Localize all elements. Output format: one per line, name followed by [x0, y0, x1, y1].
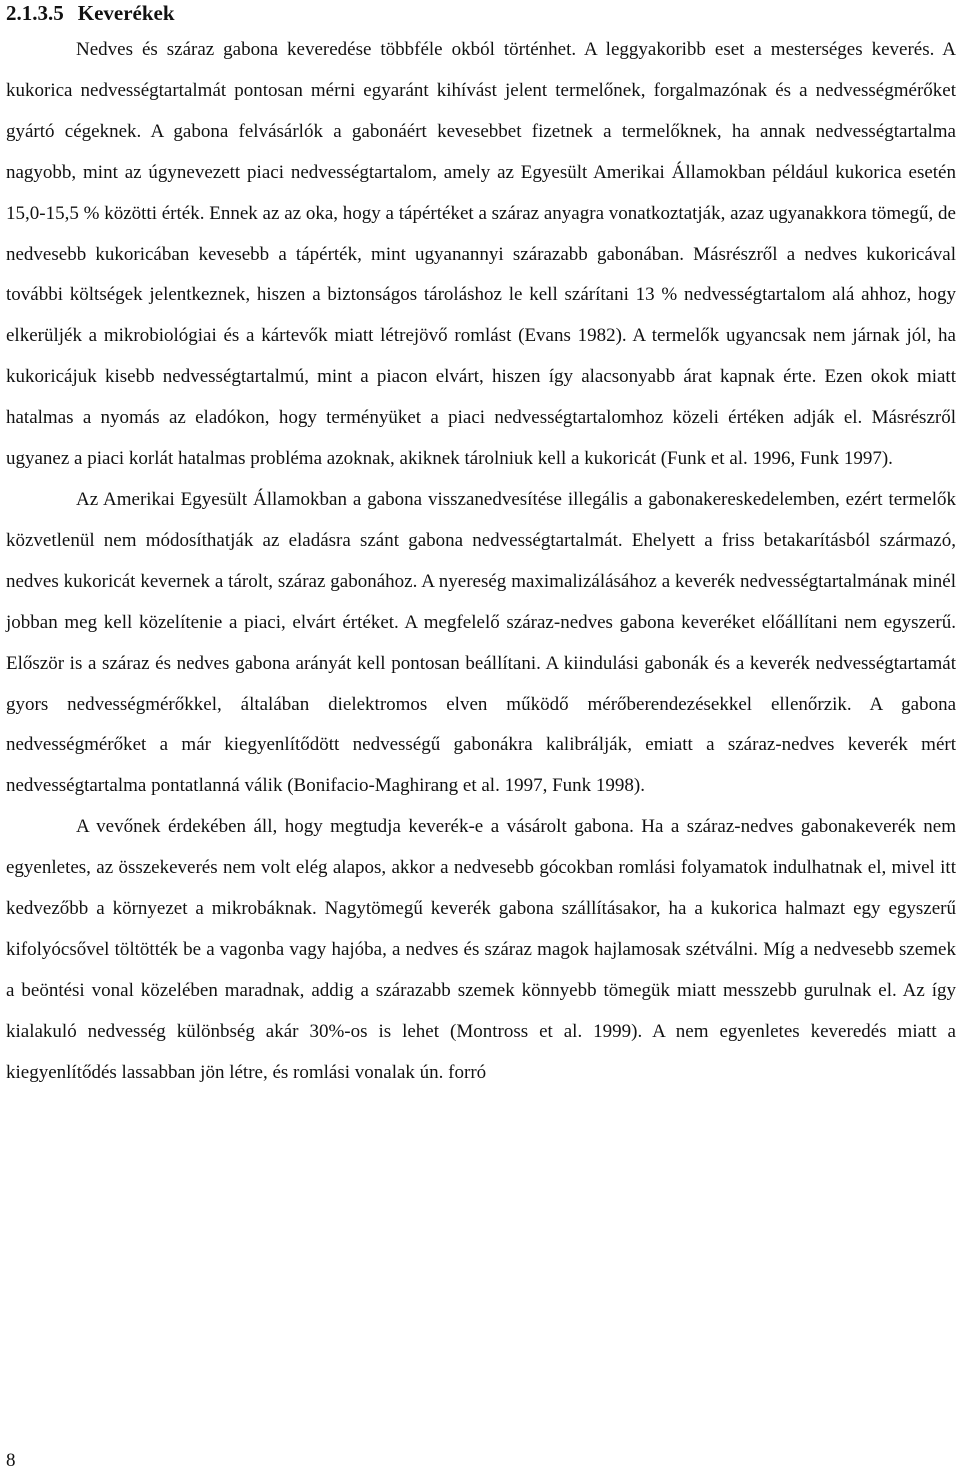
paragraph-2: Az Amerikai Egyesült Államokban a gabona visszanedvesítése illegális a gabonakereskedelemben, ezért termelők közvetlenül nem módosíthatják az eladásra szánt gabona nedvességtartalmát. Ehelyett a friss betakarításból származó, nedves kukoricát kevernek a tárolt, száraz gabonához. A nyereség maximalizálásához a keverék nedvességtartalmának minél jobban meg kell közelítenie a piaci, elvárt értéket. A megfelelő száraz-nedves gabona keveréket előállítani nem egyszerű. Először is a száraz és nedves gabona arányát kell pontosan beállítani. A kiindulási gabonák és a keverék nedvességtartamát gyors nedvességmérőkkel, általában dielektromos elven működő mérőberendezésekkel ellenőrzik. A gabona nedvességmérőket a már kiegyenlítődött nedvességű gabonákra kalibrálják, emiatt a száraz-nedves keverék mért nedvességtartalma pontatlanná válik (Bonifacio-Maghirang et al. 1997, Funk 1998).	[6, 488, 956, 797]
page-number: 8	[6, 1450, 16, 1471]
section-number: 2.1.3.5	[6, 1, 64, 25]
paragraph-3: A vevőnek érdekében áll, hogy megtudja keverék-e a vásárolt gabona. Ha a száraz-nedves gabonakeverék nem egyenletes, az összekeverés nem volt elég alapos, akkor a nedvesebb gócokban romlási folyamatok indulhatnak el, mivel itt kedvezőbb a környezet a mikrobáknak. Nagytömegű keverék gabona szállításakor, ha a kukorica halmazt egy egyszerű kifolyócsővel töltötték be a vagonba vagy hajóba, a nedves és száraz magok hajlamosak szétválni. Míg a nedvesebb szemek a beöntési vonal közelében maradnak, addig a szárazabb szemek könnyebb tömegük miatt messzebb gurulnak el. Az így kialakuló nedvesség különbség akár 30%-os is lehet (Montross et al. 1999). A nem egyenletes keveredés miatt a kiegyenlítődés lassabban jön létre, és romlási vonalak ún. forró	[6, 816, 956, 1083]
section-title: Keverékek	[77, 1, 175, 25]
section-heading	[6, 0, 956, 30]
paragraph-1: Nedves és száraz gabona keveredése többféle okból történhet. A leggyakoribb eset a mesterséges keverés. A kukorica nedvességtartalmát pontosan mérni egyaránt kihívást jelent termelőnek, forgalmazónak és a nedvességmérőket gyártó cégeknek. A gabona felvásárlók a gabonáért kevesebbet fizetnek a termelőknek, ha annak nedvességtartalma nagyobb, mint az úgynevezett piaci nedvességtartalom, amely az Egyesült Amerikai Államokban például kukorica esetén 15,0-15,5 % közötti érték. Ennek az az oka, hogy a tápértéket a száraz anyagra vonatkoztatják, azaz ugyanakkora tömegű, de nedvesebb kukoricában kevesebb a tápérték, mint ugyanannyi szárazabb gabonában. Másrészről a nedves kukoricával további költségek jelentkeznek, hiszen a biztonságos tároláshoz le kell szárítani 13 % nedvességtartalom alá ahhoz, hogy elkerüljék a mikrobiológiai és a kártevők miatt létrejövő romlást (Evans 1982). A termelők ugyancsak nem járnak jól, ha kukoricájuk kisebb nedvességtartalmú, mint a piacon elvárt, hiszen így alacsonyabb árat kapnak érte. Ezen okok miatt hatalmas a nyomás az eladókon, hogy terményüket a piaci nedvességtartalomhoz közeli értéken adják el. Másrészről ugyanez a piaci korlát hatalmas probléma azoknak, akiknek tárolniuk kell a kukoricát (Funk et al. 1996, Funk 1997).	[6, 39, 956, 470]
document-page	[6, 0, 956, 1094]
